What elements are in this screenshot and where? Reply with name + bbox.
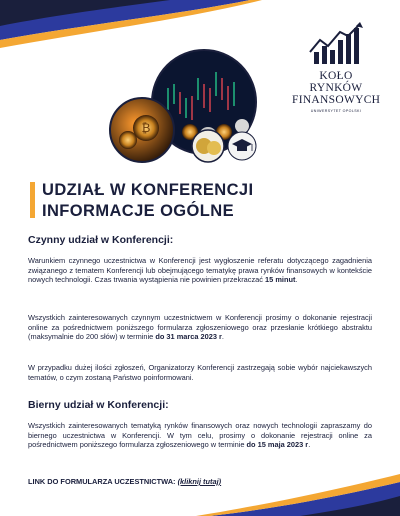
registration-link-label: LINK DO FORMULARZA UCZESTNICTWA: xyxy=(28,477,176,486)
passive-p1-text: Wszystkich zainteresowanych tematyką rynków finansowych oraz nowych technologii zapraszamy do biernego uczestnictwa w Konferencji. W tym celu, prosimy o dokonanie rejestracji online za pośrednictwem poniższego formularza zgłoszeniowego w terminie xyxy=(28,421,372,450)
bottom-wave-decoration xyxy=(0,466,400,516)
active-p1-text: Warunkiem czynnego uczestnictwa w Konferencji jest wygłoszenie referatu dotyczącego zagadnienia związanego z tematem Konferencji lub obejmującego tematykę prawa rynków finansowych w kontekście nowych technologii. Czas trwania wystąpienia nie powinien przekraczać xyxy=(28,256,372,285)
passive-p1-end: . xyxy=(308,440,311,450)
gold-coins-circle xyxy=(192,130,224,162)
active-p2-deadline: do 31 marca 2023 r xyxy=(155,332,222,342)
graduation-cap-circle xyxy=(228,132,256,160)
logo-university: UNIWERSYTET OPOLSKI xyxy=(310,109,362,113)
active-paragraph-1 xyxy=(28,256,372,285)
passive-p1-deadline: do 15 maja 2023 r xyxy=(246,440,309,450)
rising-chart-logo-icon xyxy=(308,22,364,66)
svg-text:₿: ₿ xyxy=(141,121,151,135)
active-p1-end: . xyxy=(295,275,298,285)
active-p2-end: . xyxy=(221,332,224,342)
title-line1: UDZIAŁ W KONFERENCJI xyxy=(42,181,254,199)
passive-paragraph-1 xyxy=(28,421,372,450)
bitcoin-coins-circle xyxy=(110,98,174,162)
logo-name-line1: KOŁO RYNKÓW xyxy=(309,70,363,94)
active-p1-duration: 15 minut xyxy=(265,275,296,285)
active-participation-heading: Czynny udział w Konferencji: xyxy=(28,234,174,246)
registration-form-link[interactable]: (kliknij tutaj) xyxy=(177,477,222,486)
hero-crypto-illustration xyxy=(96,48,276,168)
active-p2-text: Wszystkich zainteresowanych czynnym uczestnictwem w Konferencji prosimy o dokonanie rejestracji online za pośrednictwem poniższego formularza zgłoszeniowego oraz przesłanie krótkiego abstraktu (maksymalnie do 200 słów) w terminie xyxy=(28,313,372,342)
organization-logo xyxy=(292,22,380,132)
passive-participation-heading: Bierny udział w Konferencji: xyxy=(28,399,169,411)
active-paragraph-3: W przypadku dużej ilości zgłoszeń, Organizatorzy Konferencji zastrzegają sobie wybór najciekawszych tematów, o czym zostaną Państwo poinformowani. xyxy=(28,363,372,382)
title-line2: INFORMACJE OGÓLNE xyxy=(42,202,234,220)
title-accent-bar xyxy=(30,182,35,218)
active-paragraph-2 xyxy=(28,313,372,342)
page-title xyxy=(42,180,372,222)
logo-name-line2: FINANSOWYCH xyxy=(292,94,381,106)
registration-link-row xyxy=(28,477,221,486)
